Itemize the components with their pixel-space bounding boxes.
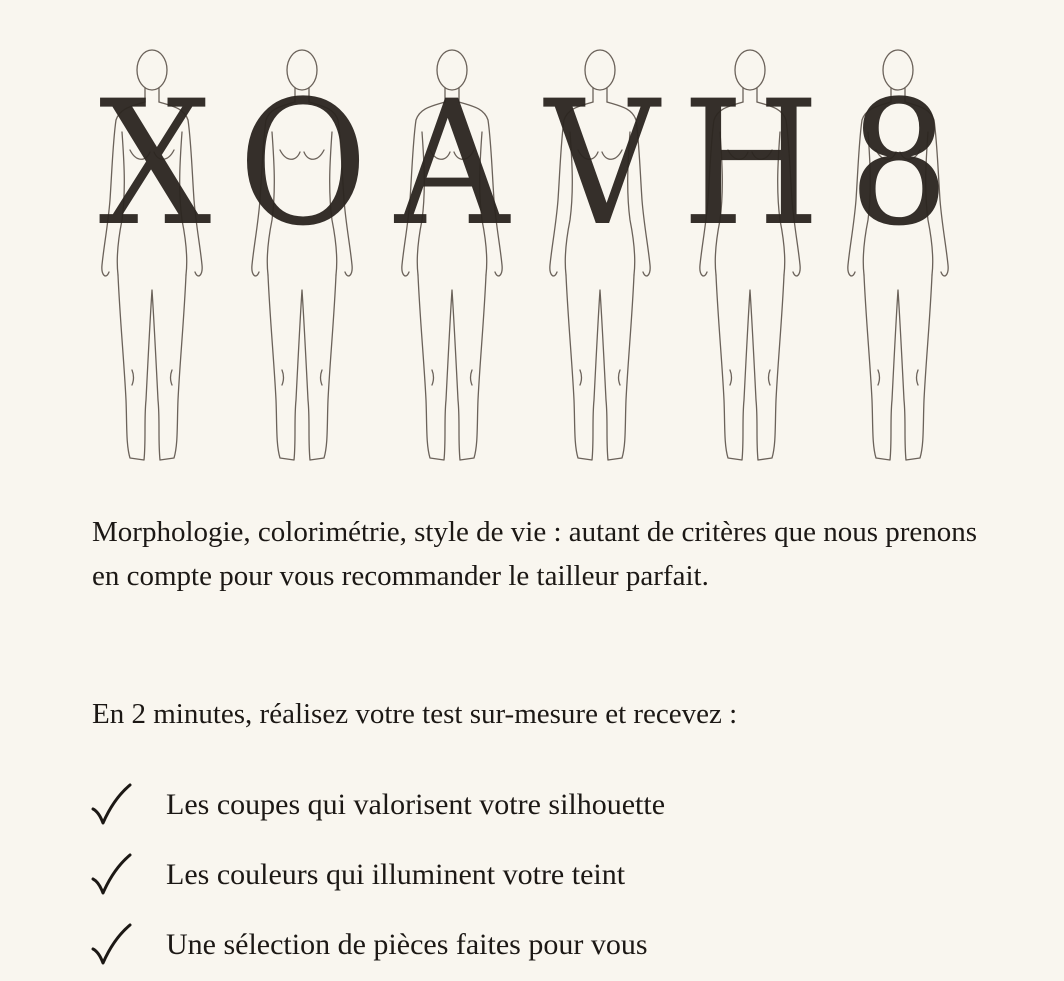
morphology-letter-a: A: [394, 63, 510, 264]
morphology-letter-v: V: [544, 63, 660, 264]
intro-paragraph: Morphologie, colorimétrie, style de vie : autant de critères que nous prenons en compte pour vous recommander le tailleur parfait.: [92, 516, 978, 592]
list-item: [90, 910, 665, 980]
morphology-letter-h: H: [682, 63, 820, 264]
list-item: [90, 840, 665, 910]
checkmark-icon: [90, 781, 132, 829]
morphology-letter-x: X: [98, 63, 212, 264]
morphology-letter-o: O: [238, 63, 368, 264]
checkmark-icon: [90, 851, 132, 899]
benefits-list: [90, 770, 665, 980]
morphology-letter-8: 8: [848, 63, 950, 264]
benefit-label: Les coupes qui valorisent votre silhouette: [166, 788, 666, 821]
lead-paragraph: En 2 minutes, réalisez votre test sur-mesure et recevez :: [92, 698, 738, 730]
checkmark-icon: [90, 921, 132, 969]
benefit-label: Une sélection de pièces faites pour vous: [166, 928, 648, 961]
benefit-label: Les couleurs qui illuminent votre teint: [166, 858, 626, 891]
morphology-illustration: [0, 0, 1064, 480]
list-item: [90, 770, 665, 840]
